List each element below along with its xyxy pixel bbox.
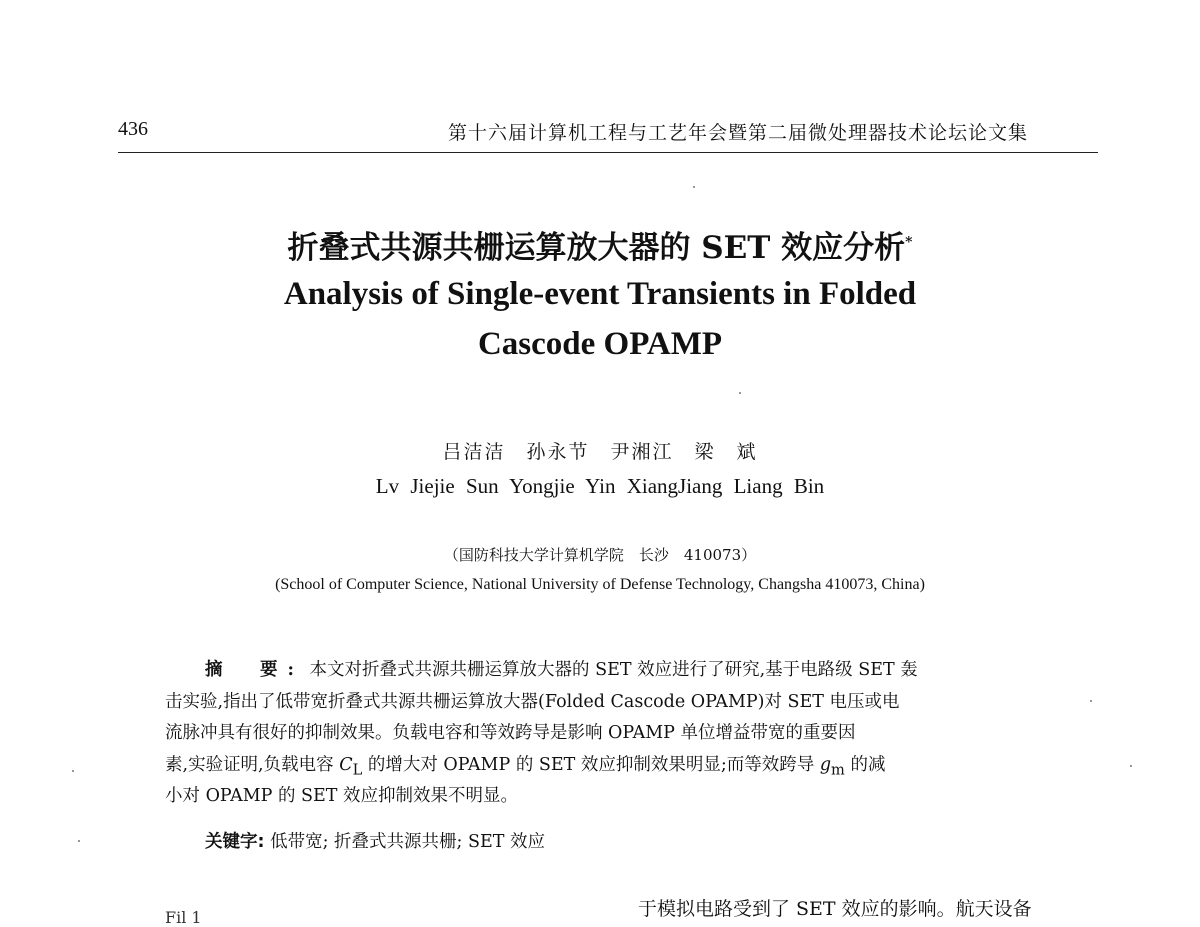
- load-capacitance-subscript: L: [352, 761, 363, 778]
- title-english-line-2: Cascode OPAMP: [477, 326, 723, 362]
- abstract-line-1: [165, 655, 1055, 687]
- scan-speck: [72, 770, 74, 772]
- abstract-line-4-end: 的减: [844, 754, 886, 775]
- running-header: 第十六届计算机工程与工艺年会暨第二届微处理器技术论坛论文集: [448, 122, 1029, 144]
- keywords-label: 关键字:: [205, 832, 265, 852]
- keywords-text: 低带宽; 折叠式共源共栅; SET 效应: [264, 832, 545, 852]
- authors-chinese: 吕洁洁 孙永节 尹湘江 梁 斌: [442, 441, 758, 463]
- abstract-line-3: 流脉冲具有很好的抑制效果。负载电容和等效跨导是影响 OPAMP 单位增益带宽的重要因: [165, 723, 856, 743]
- abstract-label: 摘 要:: [205, 660, 304, 680]
- abstract-line-2: 击实验,指出了低带宽折叠式共源共栅运算放大器(Folded Cascode OPAMP)对 SET 电压或电: [165, 691, 900, 712]
- affiliation-chinese: （国防科技大学计算机学院 长沙 410073）: [443, 546, 757, 564]
- abstract-line-5: 小对 OPAMP 的 SET 效应抑制效果不明显。: [165, 786, 519, 806]
- title-chinese: [0, 222, 1200, 267]
- transconductance-subscript: m: [831, 761, 845, 778]
- abstract-line-1-text: 本文对折叠式共源共栅运算放大器的 SET 效应进行了研究,基于电路级 SET 轰: [303, 660, 918, 680]
- affiliation-english: (School of Computer Science, National University of Defense Technology, Changsha 410073, China): [275, 576, 925, 593]
- scan-speck: [693, 186, 695, 188]
- authors-english: Lv Jiejie Sun Yongjie Yin XiangJiang Liang Bin: [375, 474, 825, 498]
- body-text-partial-line: 于模拟电路受到了 SET 效应的影响。航天设备: [638, 898, 1032, 920]
- load-capacitance-symbol: C: [339, 754, 353, 775]
- body-text-left-fragment: Fil 1: [165, 908, 202, 927]
- keywords: [205, 828, 545, 853]
- scan-speck: [739, 392, 741, 394]
- scan-speck: [1090, 700, 1092, 702]
- title-english-line-1: Analysis of Single-event Transients in Folded: [283, 276, 917, 312]
- scan-speck: [1130, 765, 1132, 767]
- title-chinese-text: 折叠式共源共栅运算放大器的 SET 效应分析: [287, 230, 906, 266]
- page-number: 436: [118, 118, 148, 140]
- title-footnote-mark: *: [905, 234, 913, 251]
- transconductance-symbol: g: [819, 754, 832, 775]
- abstract: [165, 655, 1055, 813]
- scan-speck: [78, 840, 80, 842]
- abstract-line-4-start: 素,实验证明,负载电容: [165, 754, 340, 775]
- abstract-line-4: [165, 750, 1055, 782]
- abstract-line-4-middle: 的增大对 OPAMP 的 SET 效应抑制效果明显;而等效跨导: [362, 754, 820, 775]
- header-divider: [118, 152, 1098, 153]
